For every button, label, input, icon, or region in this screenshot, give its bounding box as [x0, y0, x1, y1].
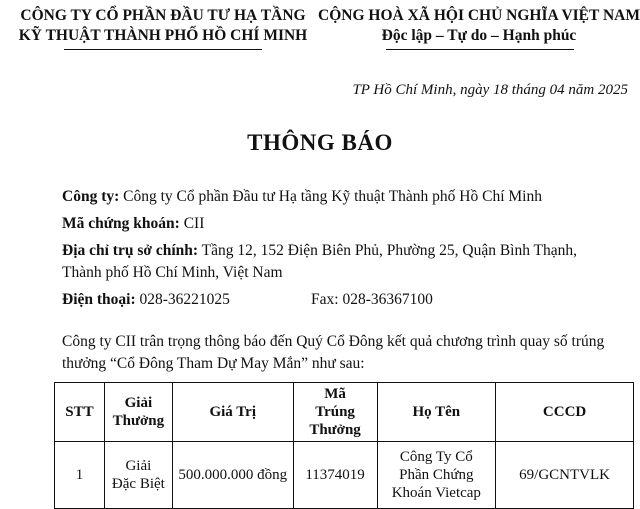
intro-line2: thưởng “Cổ Đông Tham Dự May Mắn” như sau: — [62, 355, 365, 372]
nation-name: CỘNG HOÀ XÃ HỘI CHỦ NGHĨA VIỆT NAM — [318, 7, 640, 24]
address-label: Địa chỉ trụ sở chính: — [62, 242, 199, 259]
nation-header-underline — [386, 49, 574, 50]
document-date: TP Hồ Chí Minh, ngày 18 tháng 04 năm 2025 — [352, 82, 628, 98]
header-prize — [104, 383, 172, 442]
header-code — [293, 383, 377, 442]
cell-stt: 1 — [55, 442, 105, 509]
document-title: THÔNG BÁO — [247, 130, 393, 155]
header-id: CCCD — [496, 383, 634, 442]
nation-header — [318, 6, 640, 46]
stock-code-line — [62, 213, 204, 235]
company-name-line2: KỸ THUẬT THÀNH PHỐ HỒ CHÍ MINH — [18, 27, 308, 44]
fax-line — [311, 289, 433, 311]
cell-name-line2: Phần Chứng — [399, 467, 474, 483]
cell-prize-line2: Đặc Biệt — [111, 476, 165, 492]
header-name: Họ Tên — [377, 383, 496, 442]
cell-name — [377, 442, 496, 509]
company-info-line — [62, 186, 542, 208]
phone-line — [62, 289, 230, 311]
header-code-line3: Thưởng — [309, 422, 361, 438]
cell-value: 500.000.000 đồng — [172, 442, 293, 509]
header-prize-line1: Giải — [124, 395, 153, 411]
fax-value: 028-36367100 — [342, 291, 433, 308]
company-label: Công ty: — [62, 188, 120, 205]
cell-code: 11374019 — [293, 442, 377, 509]
prize-table — [54, 382, 634, 509]
cell-prize — [104, 442, 172, 509]
header-prize-line2: Thưởng — [112, 413, 165, 429]
company-name-line1: CÔNG TY CỔ PHẦN ĐẦU TƯ HẠ TẦNG — [20, 7, 306, 24]
table-row — [55, 442, 634, 509]
company-header-underline — [64, 49, 262, 50]
intro-line1: Công ty CII trân trọng thông báo đến Quý Cổ Đông kết quả chương trình quay số trúng — [62, 333, 605, 350]
header-code-line2: Trúng — [315, 404, 355, 420]
stock-code-value: CII — [183, 215, 205, 232]
phone-label: Điện thoại: — [62, 291, 136, 308]
header-code-line1: Mã — [324, 386, 346, 402]
table-header-row — [55, 383, 634, 442]
fax-label: Fax: — [311, 291, 339, 308]
address-line2: Thành phố Hồ Chí Minh, Việt Nam — [62, 264, 283, 281]
company-header — [10, 6, 316, 46]
cell-name-line1: Công Ty Cổ — [399, 449, 473, 465]
cell-prize-line1: Giải — [125, 458, 152, 474]
header-stt: STT — [55, 383, 105, 442]
address-value-line1: Tầng 12, 152 Điện Biên Phủ, Phường 25, Quận Bình Thạnh, — [201, 242, 578, 259]
company-value: Công ty Cổ phần Đầu tư Hạ tầng Kỹ thuật Thành phố Hồ Chí Minh — [123, 188, 542, 205]
address-line — [62, 240, 577, 262]
header-value: Giá Trị — [172, 383, 293, 442]
phone-value: 028-36221025 — [139, 291, 230, 308]
stock-code-label: Mã chứng khoán: — [62, 215, 180, 232]
cell-name-line3: Khoán Vietcap — [391, 485, 481, 501]
nation-motto: Độc lập – Tự do – Hạnh phúc — [381, 27, 577, 44]
cell-id: 69/GCNTVLK — [496, 442, 634, 509]
